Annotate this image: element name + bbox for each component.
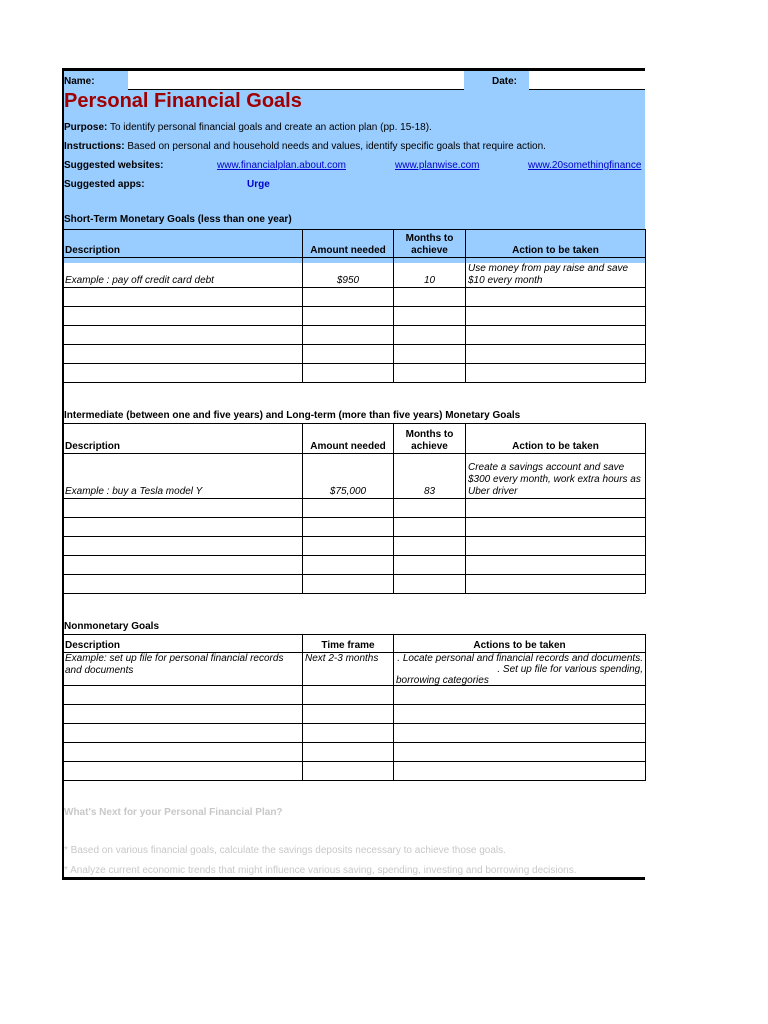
col-timeframe: Time frame [303,635,394,653]
instructions-line [64,141,546,153]
example-actions[interactable] [394,653,646,686]
example-amount[interactable]: $950 [303,258,394,288]
websites-label: Suggested websites: [64,160,164,171]
example-action[interactable]: Create a savings account and save $300 every month, work extra hours as Uber driver [466,454,646,499]
nonmonetary-table [62,634,646,781]
table-row [63,364,646,383]
nonmonetary-heading: Nonmonetary Goals [64,621,160,632]
col-amount: Amount needed [303,424,394,454]
col-description: Description [63,230,303,258]
example-description[interactable]: Example: set up file for personal financial records and documents [63,653,303,686]
website-link-container [528,160,645,172]
example-row [63,653,646,686]
date-underline [529,89,645,90]
example-row [63,454,646,499]
instructions-label: Instructions: [64,141,125,152]
name-label: Name: [64,76,95,87]
page-title: Personal Financial Goals [64,90,302,112]
example-months[interactable]: 10 [394,258,466,288]
col-months: Months to achieve [394,424,466,454]
col-months: Months to achieve [394,230,466,258]
table-row [63,345,646,364]
next-item-1: * Based on various financial goals, calculate the savings deposits necessary to achieve those goals. [64,845,506,856]
col-actions: Actions to be taken [394,635,646,653]
example-row [63,258,646,288]
next-heading: What's Next for your Personal Financial Plan? [64,807,283,818]
table-row [63,575,646,594]
example-action[interactable]: Use money from pay raise and save $10 every month [466,258,646,288]
worksheet [62,68,645,880]
table-row [63,499,646,518]
table-row [63,518,646,537]
table-row [63,307,646,326]
short-term-heading: Short-Term Monetary Goals (less than one year) [64,214,292,225]
date-field[interactable] [529,71,645,89]
example-description[interactable]: Example : buy a Tesla model Y [63,454,303,499]
action-line-2: . Set up file for various spending, [497,664,643,675]
instructions-text: Based on personal and household needs and values, identify specific goals that require action. [127,141,546,152]
table-row [63,288,646,307]
table-header-row [63,635,646,653]
col-action: Action to be taken [466,230,646,258]
next-item-2: * Analyze current economic trends that might influence various saving, spending, investing and borrowing decisions. [64,865,577,876]
table-row [63,326,646,345]
table-row [63,537,646,556]
example-description[interactable]: Example : pay off credit card debt [63,258,303,288]
table-row [63,762,646,781]
purpose-line [64,122,432,134]
col-action: Action to be taken [466,424,646,454]
table-row [63,705,646,724]
website-link-20somethingfinance[interactable]: www.20somethingfinance [528,160,642,171]
action-line-3: borrowing categories [396,675,489,685]
bottom-border [62,877,645,880]
purpose-label: Purpose: [64,122,108,133]
short-term-table [62,229,646,383]
col-description: Description [63,635,303,653]
table-row [63,556,646,575]
apps-label: Suggested apps: [64,179,145,190]
app-urge[interactable]: Urge [247,179,270,190]
long-term-heading: Intermediate (between one and five years) and Long-term (more than five years) Monetary Goals [64,410,521,421]
table-row [63,686,646,705]
table-header-row [63,230,646,258]
col-description: Description [63,424,303,454]
table-row [63,724,646,743]
purpose-text: To identify personal financial goals and create an action plan (pp. 15-18). [109,122,432,133]
website-link-financialplan[interactable]: www.financialplan.about.com [217,160,346,171]
table-row [63,743,646,762]
example-timeframe[interactable]: Next 2-3 months [303,653,394,686]
website-link-planwise[interactable]: www.planwise.com [395,160,480,171]
action-line-1: . Locate personal and financial records and documents. [397,653,643,664]
example-amount[interactable]: $75,000 [303,454,394,499]
name-field[interactable] [128,71,464,89]
table-header-row [63,424,646,454]
date-label: Date: [492,76,518,87]
col-amount: Amount needed [303,230,394,258]
long-term-table [62,423,646,594]
example-months[interactable]: 83 [394,454,466,499]
